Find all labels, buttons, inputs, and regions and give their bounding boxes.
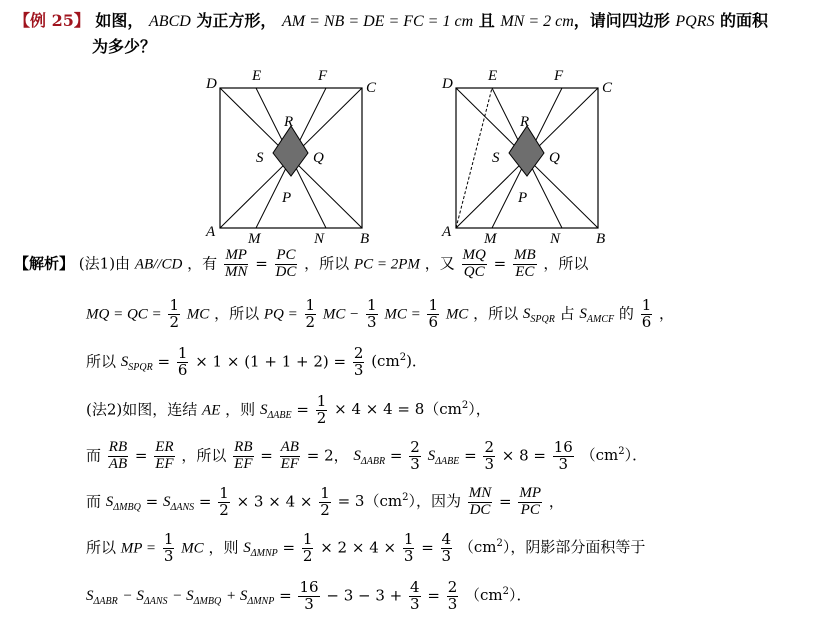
label-c: C xyxy=(366,80,377,96)
text: = xyxy=(389,446,403,465)
math: AE xyxy=(202,402,221,419)
fraction: $\frac{MB}{EC}$ xyxy=(513,247,536,280)
figure-right xyxy=(436,66,626,246)
fraction: $\frac{1}{2}$ xyxy=(316,392,327,427)
square-name: ABCD xyxy=(149,13,191,30)
analysis-tag: 【解析】 xyxy=(14,254,75,273)
math: $S_{\Delta MNP}$ xyxy=(243,540,278,560)
text: = xyxy=(157,352,171,371)
math: + $S_{\Delta MNP}$ xyxy=(225,588,275,608)
fraction: $\frac{1}{2}$ xyxy=(169,296,179,331)
solution-line-7 xyxy=(86,532,645,565)
label-n: N xyxy=(550,231,561,246)
text: 占 xyxy=(559,304,575,323)
math: MC = xyxy=(384,306,421,323)
figure-left xyxy=(200,66,390,246)
math: − $S_{\Delta ANS}$ xyxy=(122,588,168,608)
fraction: $\frac{RB}{AB}$ xyxy=(108,439,128,472)
label-q: Q xyxy=(549,150,560,166)
math: $S_{SPQR}$ xyxy=(522,306,555,326)
math: $S_{\Delta ABE}$ xyxy=(427,448,460,468)
math: $S_{\Delta ANS}$ xyxy=(162,494,195,514)
math: MC − xyxy=(322,306,360,323)
solution-line-6 xyxy=(86,486,564,519)
solution-line-3 xyxy=(86,346,427,379)
fraction: $\frac{4}{3}$ xyxy=(441,530,452,565)
text: = xyxy=(464,446,477,465)
math: $S_{\Delta ABR}$ xyxy=(86,588,118,608)
text: ，则 xyxy=(208,538,239,557)
label-m: M xyxy=(248,231,261,246)
problem-line-1 xyxy=(14,8,768,31)
math: MQ = QC = xyxy=(86,306,162,323)
unit: $(cm^2)$． xyxy=(371,352,427,371)
text: = xyxy=(427,586,440,605)
text: (法2)如图，连结 xyxy=(86,400,198,419)
math: PC = 2PM xyxy=(353,256,420,273)
dashed-ae xyxy=(456,88,492,228)
fraction: $\frac{1}{2}$ xyxy=(302,530,313,565)
text: = $3(cm^2)$，因为 xyxy=(337,492,461,511)
math: $S_{AMCF}$ xyxy=(579,306,615,326)
text: = xyxy=(134,446,148,465)
text: = xyxy=(145,492,159,511)
math: MP = xyxy=(120,540,157,557)
fraction: $\frac{1}{2}$ xyxy=(305,296,316,331)
text: = xyxy=(499,492,512,511)
text: = xyxy=(296,400,309,419)
fraction: $\frac{1}{6}$ xyxy=(641,296,652,331)
math: $S_{\Delta MBQ}$ xyxy=(105,494,141,514)
label-q: Q xyxy=(313,150,324,166)
problem-line-2 xyxy=(92,34,156,57)
text: × 3 × 4 × xyxy=(236,492,313,511)
label-a: A xyxy=(442,224,452,240)
fraction: $\frac{ER}{EF}$ xyxy=(155,439,174,472)
text: 而 xyxy=(86,446,102,465)
text: ，所以 xyxy=(473,304,519,323)
math: MC xyxy=(445,306,469,323)
text: − 3 − 3 + xyxy=(326,586,403,605)
problem-text: 且 xyxy=(478,11,495,30)
text: ，又 xyxy=(424,254,455,273)
solution-line-5 xyxy=(86,440,647,473)
text: × 8 = xyxy=(501,446,546,465)
label-e: E xyxy=(252,68,262,84)
text: = xyxy=(282,538,296,557)
fraction: $\frac{AB}{EF}$ xyxy=(280,439,299,472)
text: ，有 xyxy=(187,254,218,273)
label-m: M xyxy=(484,231,497,246)
text: ，所以 xyxy=(181,446,227,465)
fraction: $\frac{MP}{PC}$ xyxy=(519,485,542,518)
condition: AM = NB = DE = FC = 1 cm xyxy=(281,13,474,30)
fraction: $\frac{MP}{MN}$ xyxy=(224,247,248,280)
text: = xyxy=(279,586,292,605)
condition: MN = 2 cm xyxy=(500,13,574,30)
fraction: $\frac{1}{2}$ xyxy=(320,484,330,519)
example-tag: 【例 25】 xyxy=(14,11,90,30)
label-a: A xyxy=(206,224,216,240)
math: $S_{SPQR}$ xyxy=(120,354,153,374)
text: 的 xyxy=(618,304,634,323)
fraction: $\frac{1}{3}$ xyxy=(403,530,414,565)
quad-name: PQRS xyxy=(675,13,715,30)
problem-text: 为正方形， xyxy=(196,11,277,30)
label-d: D xyxy=(442,76,453,92)
text: × 1 × (1 + 1 + 2) = xyxy=(195,352,347,371)
math: $S_{\Delta ABR}$ xyxy=(353,448,386,468)
text: ，则 xyxy=(225,400,256,419)
fraction: $\frac{2}{3}$ xyxy=(447,578,458,613)
text: × $4 \times 4 = 8(cm^2)$， xyxy=(334,400,491,419)
label-r: R xyxy=(284,114,294,130)
problem-text: ，请问四边形 xyxy=(573,11,670,30)
label-f: F xyxy=(318,68,328,84)
solution-line-8 xyxy=(86,580,532,613)
text: ，所以 xyxy=(543,254,589,273)
solution-line-2 xyxy=(86,298,674,331)
label-p: P xyxy=(518,190,528,206)
solution-line-4 xyxy=(86,394,491,427)
problem-text: 为多少？ xyxy=(92,37,157,56)
fraction: $\frac{2}{3}$ xyxy=(353,344,364,379)
text: = xyxy=(198,492,212,511)
label-e: E xyxy=(488,68,498,84)
fraction: $\frac{16}{3}$ xyxy=(553,438,573,473)
math: $S_{\Delta ABE}$ xyxy=(259,402,292,422)
text: ， xyxy=(548,492,564,511)
label-s: S xyxy=(256,150,264,166)
fraction: $\frac{1}{2}$ xyxy=(219,484,229,519)
label-b: B xyxy=(596,231,606,246)
problem-text: 的面积 xyxy=(720,11,769,30)
text: × 2 × 4 × xyxy=(320,538,397,557)
text: $(cm^2)$，阴影部分面积等于 xyxy=(458,538,646,557)
math: MC xyxy=(181,540,204,557)
label-d: D xyxy=(206,76,217,92)
label-f: F xyxy=(554,68,564,84)
math: − $S_{\Delta MBQ}$ xyxy=(172,588,222,608)
label-p: P xyxy=(282,190,292,206)
text: = xyxy=(421,538,434,557)
text: 所以 xyxy=(86,538,117,557)
unit: $(cm^2)$． xyxy=(465,586,532,605)
math: AB//CD xyxy=(134,256,183,273)
fraction: $\frac{1}{3}$ xyxy=(163,530,174,565)
fraction: $\frac{2}{3}$ xyxy=(410,438,420,473)
fraction: $\frac{RB}{EF}$ xyxy=(234,439,253,472)
fraction: $\frac{4}{3}$ xyxy=(410,578,420,613)
fraction: $\frac{PC}{DC}$ xyxy=(275,247,297,280)
text: 所以 xyxy=(86,352,117,371)
fraction: $\frac{1}{6}$ xyxy=(177,344,188,379)
text: (法1)由 xyxy=(78,254,131,273)
fraction: $\frac{1}{3}$ xyxy=(367,296,377,331)
label-n: N xyxy=(314,231,325,246)
problem-text: 如图， xyxy=(95,11,144,30)
label-b: B xyxy=(360,231,370,246)
text: ，所以 xyxy=(304,254,350,273)
math: MC xyxy=(186,306,210,323)
text: = xyxy=(255,254,268,273)
solution-line-1 xyxy=(14,248,588,281)
fraction: $\frac{MQ}{QC}$ xyxy=(462,247,486,280)
label-s: S xyxy=(492,150,500,166)
text: = xyxy=(260,446,273,465)
label-c: C xyxy=(602,80,613,96)
unit: $(cm^2)$． xyxy=(580,446,648,465)
text: ， xyxy=(659,304,675,323)
text: ，所以 xyxy=(214,304,260,323)
text: = xyxy=(493,254,507,273)
fraction: $\frac{16}{3}$ xyxy=(299,578,319,613)
text: 而 xyxy=(86,492,102,511)
math: PQ = xyxy=(263,306,298,323)
fraction: $\frac{MN}{DC}$ xyxy=(468,485,492,518)
fraction: $\frac{2}{3}$ xyxy=(484,438,494,473)
fraction: $\frac{1}{6}$ xyxy=(428,296,439,331)
label-r: R xyxy=(520,114,530,130)
text: = 2， xyxy=(306,446,349,465)
